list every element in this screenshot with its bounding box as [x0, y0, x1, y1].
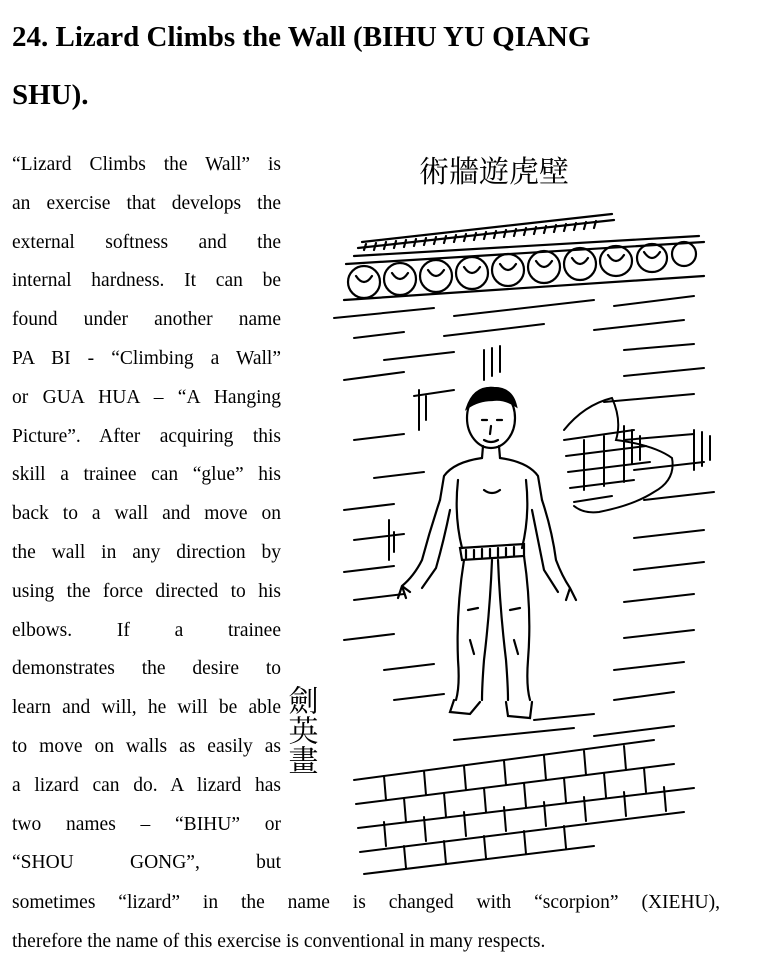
svg-text:劍英畫: 劍英畫 — [282, 685, 318, 775]
text-line: therefore the name of this exercise is conventional in many respects. — [12, 930, 546, 952]
brick-wall — [354, 726, 694, 874]
page-title — [12, 8, 712, 124]
hanging-cloth — [564, 398, 673, 512]
text-line: sometimes “lizard” in the name is changed with “scorpion” (XIEHU), — [12, 892, 720, 913]
roof-eave — [344, 214, 704, 300]
figure-drawing — [398, 388, 576, 718]
text-line: using the force directed to his — [12, 580, 281, 602]
text-line: internal hardness. It can be — [12, 270, 281, 292]
text-line: learn and will, he will be able — [12, 697, 281, 719]
text-line: the wall in any direction by — [12, 541, 281, 563]
text-line: to move on walls as easily as — [12, 735, 281, 757]
body-text-bottom — [12, 884, 720, 962]
body-text-column — [12, 146, 281, 883]
text-line: or GUA HUA – “A Hanging — [12, 386, 281, 408]
text-line: Picture”. After acquiring this — [12, 425, 281, 447]
text-line: PA BI - “Climbing a Wall” — [12, 347, 281, 369]
title-line-1: 24. Lizard Climbs the Wall (BIHU YU QIANG — [12, 21, 591, 53]
wall-hatching — [334, 296, 714, 720]
text-line: external softness and the — [12, 231, 281, 253]
text-line: demonstrates the desire to — [12, 658, 281, 680]
lizard-wall-illustration — [282, 140, 734, 880]
artist-signature — [283, 685, 319, 775]
text-line: found under another name — [12, 309, 281, 331]
text-line: skill a trainee can “glue” his — [12, 464, 281, 486]
text-line: back to a wall and move on — [12, 503, 281, 525]
text-line: two names – “BIHU” or — [12, 813, 281, 835]
text-line: a lizard can do. A lizard has — [12, 774, 281, 796]
text-line: an exercise that develops the — [12, 192, 281, 214]
illustration-caption: 術牆遊虎壁 — [419, 155, 569, 190]
title-line-2: SHU). — [12, 79, 89, 111]
text-line: elbows. If a trainee — [12, 619, 281, 641]
text-line: “SHOU GONG”, but — [12, 852, 281, 874]
text-line: “Lizard Climbs the Wall” is — [12, 154, 281, 175]
